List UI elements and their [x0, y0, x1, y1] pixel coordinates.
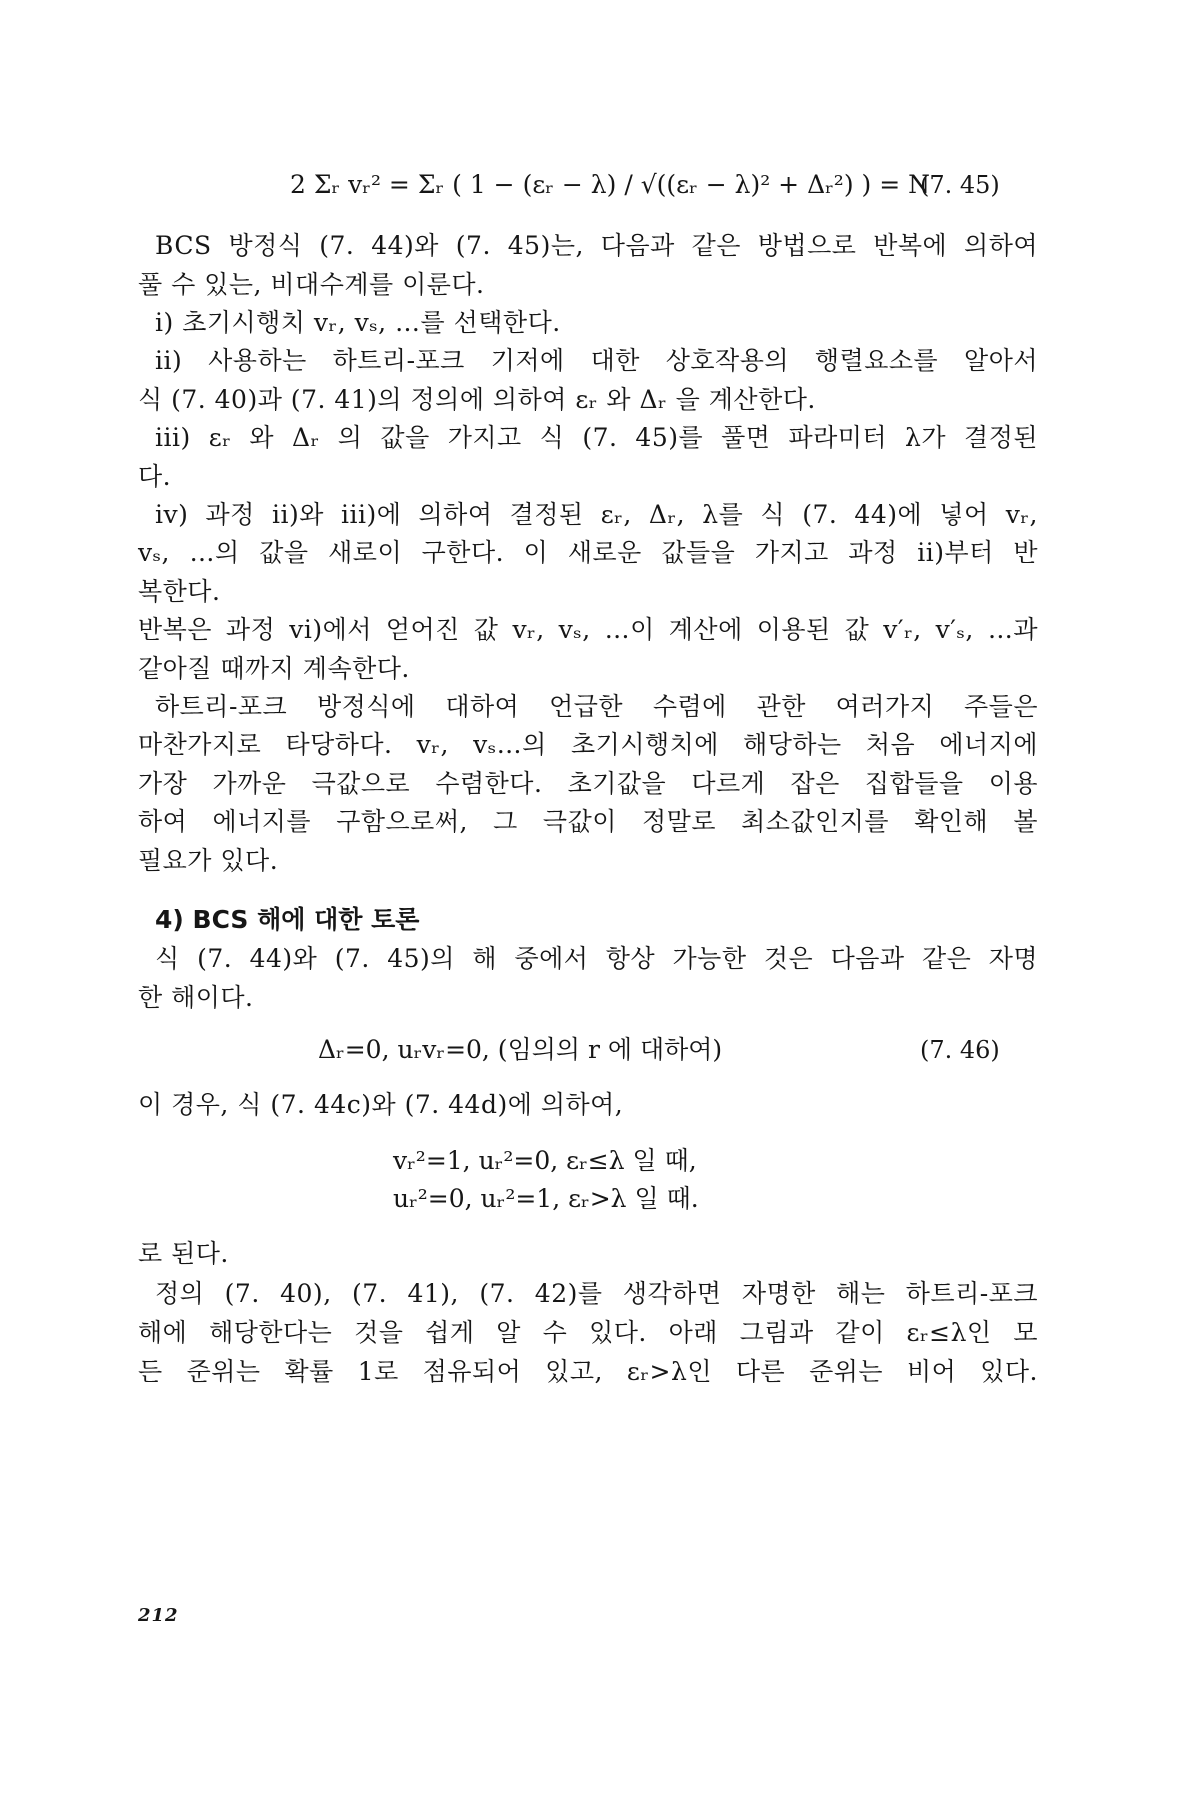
text-line-2: 풀 수 있는, 비대수계를 이룬다. [138, 270, 485, 299]
text-line-17: 필요가 있다. [138, 846, 279, 875]
text-line-19: 식 (7. 44)와 (7. 45)의 해 중에서 항상 가능한 것은 다음과 같은 자명 [155, 944, 1038, 973]
text-line-24: 해에 해당한다는 것을 쉽게 알 수 있다. 아래 그림과 같이 εᵣ≤λ인 모 [138, 1318, 1038, 1347]
text-line-16: 하여 에너지를 구함으로써, 그 극값이 정말로 최소값인지를 확인해 볼 [138, 807, 1038, 836]
text-line-8: iv) 과정 ii)와 iii)에 의하여 결정된 εᵣ, Δᵣ, λ를 식 (7. 44)에 넣어 vᵣ, [155, 500, 1038, 529]
text-line-5: 식 (7. 40)과 (7. 41)의 정의에 의하여 εᵣ 와 Δᵣ 을 계산한다. [138, 385, 816, 414]
page-number: 212 [138, 1605, 179, 1626]
text-line-15: 가장 가까운 극값으로 수렴한다. 초기값을 다르게 잡은 집합들을 이용 [138, 769, 1038, 798]
text-line-3: i) 초기시행치 vᵣ, vₛ, …를 선택한다. [155, 308, 561, 337]
condition-line-2: uᵣ²=0, uᵣ²=1, εᵣ>λ 일 때. [393, 1184, 699, 1213]
text-line-7: 다. [138, 462, 172, 491]
text-line-11: 반복은 과정 vi)에서 얻어진 값 vᵣ, vₛ, …이 계산에 이용된 값 v′ᵣ, v′ₛ, …과 [138, 615, 1038, 644]
text-line-23: 정의 (7. 40), (7. 41), (7. 42)를 생각하면 자명한 해는 하트리-포크 [155, 1279, 1038, 1308]
text-line-6: iii) εᵣ 와 Δᵣ 의 값을 가지고 식 (7. 45)를 풀면 파라미터 λ가 결정된 [155, 423, 1038, 452]
text-line-12: 같아질 때까지 계속한다. [138, 654, 410, 683]
condition-line-1: vᵣ²=1, uᵣ²=0, εᵣ≤λ 일 때, [393, 1146, 697, 1175]
text-line-22: 로 된다. [138, 1239, 229, 1268]
text-line-21: 이 경우, 식 (7. 44c)와 (7. 44d)에 의하여, [138, 1090, 624, 1119]
text-line-10: 복한다. [138, 577, 221, 606]
text-line-25: 든 준위는 확률 1로 점유되어 있고, εᵣ>λ인 다른 준위는 비어 있다. [138, 1357, 1038, 1386]
text-line-4: ii) 사용하는 하트리-포크 기저에 대한 상호작용의 행렬요소를 알아서 [155, 346, 1038, 375]
equation-7-45: 2 Σᵣ vᵣ² = Σᵣ ( 1 − (εᵣ − λ) / √((εᵣ − λ)² + Δᵣ²) ) = N [290, 170, 931, 199]
text-line-13: 하트리-포크 방정식에 대하여 언급한 수렴에 관한 여러가지 주들은 [155, 692, 1038, 721]
text-line-9: vₛ, …의 값을 새로이 구한다. 이 새로운 값들을 가지고 과정 ii)부터 반 [138, 538, 1038, 567]
text-line-14: 마찬가지로 타당하다. vᵣ, vₛ…의 초기시행치에 해당하는 처음 에너지에 [138, 730, 1038, 759]
text-line-20: 한 해이다. [138, 983, 254, 1012]
equation-7-46: Δᵣ=0, uᵣvᵣ=0, (임의의 r 에 대하여) [318, 1035, 723, 1064]
section-heading: 4) BCS 해에 대한 토론 [155, 905, 420, 934]
text-line-1: BCS 방정식 (7. 44)와 (7. 45)는, 다음과 같은 방법으로 반복에 의하여 [155, 231, 1038, 260]
equation-number-7-45: (7. 45) [920, 171, 1000, 199]
equation-number-7-46: (7. 46) [920, 1036, 1000, 1064]
